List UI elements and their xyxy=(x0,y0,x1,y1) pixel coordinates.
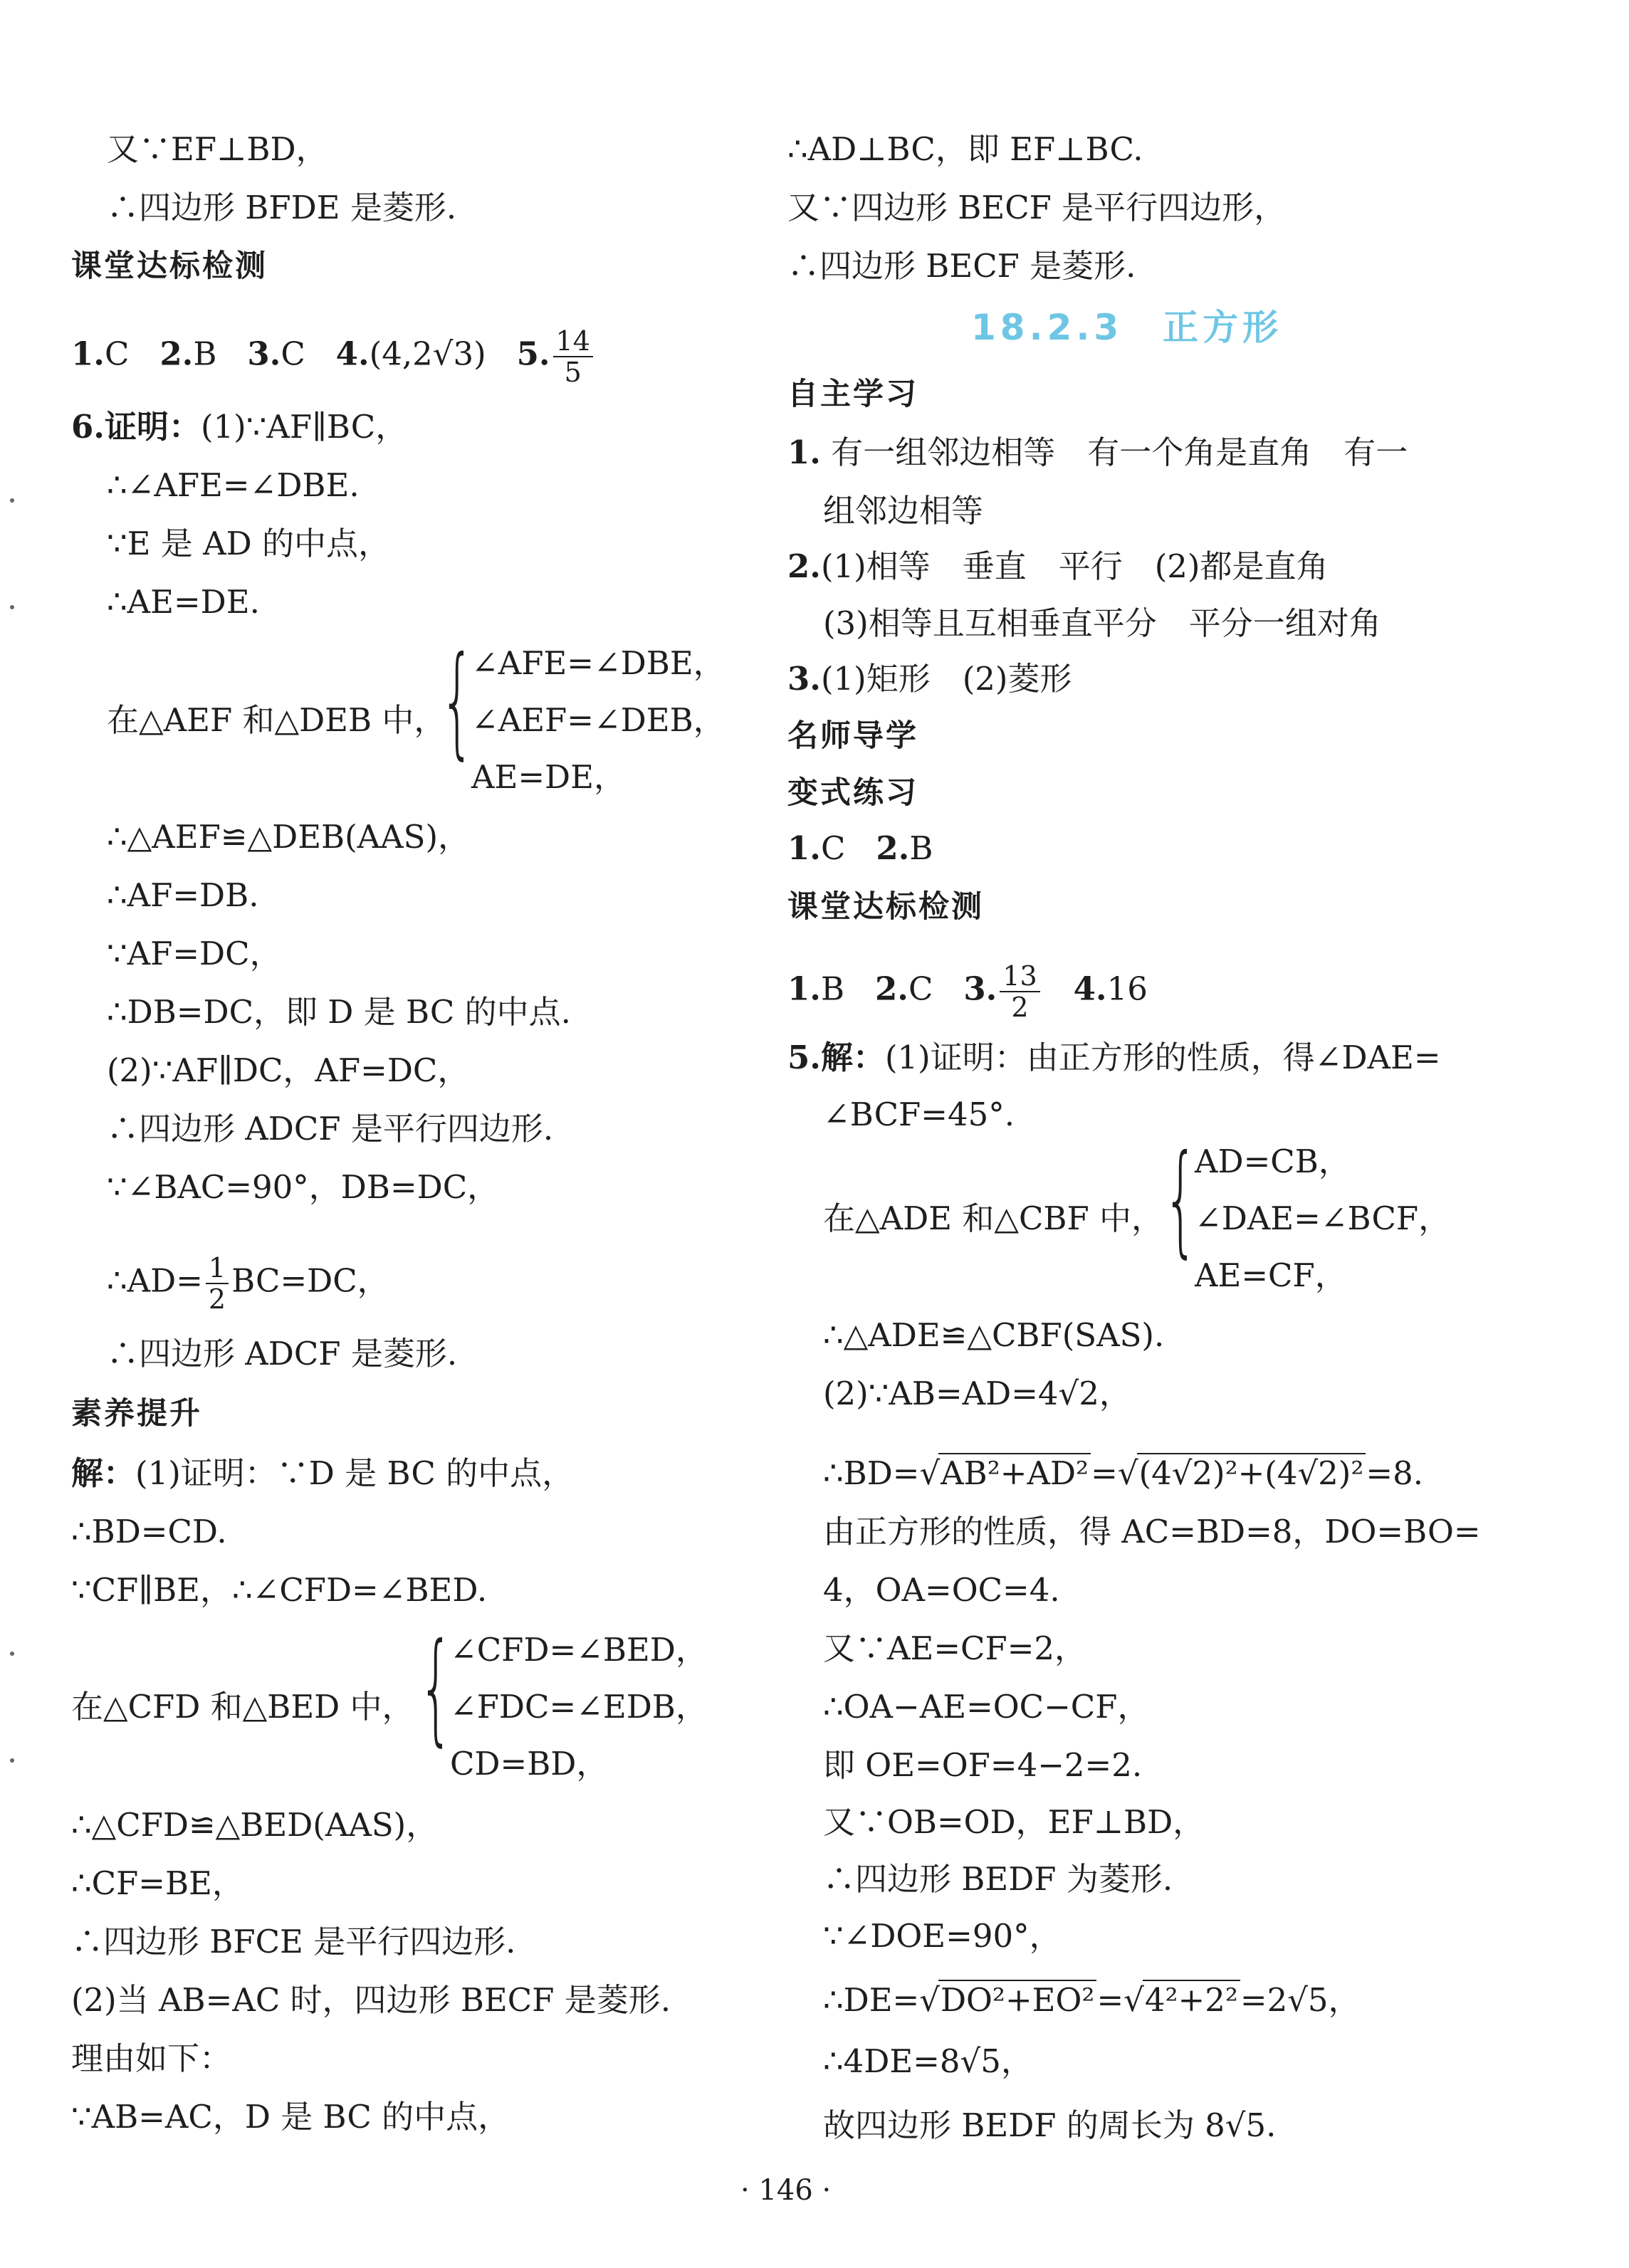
text-line: 又∵OB=OD，EF⊥BD， xyxy=(823,1803,1205,1841)
text-line: 又∵AE=CF=2， xyxy=(823,1629,1087,1667)
text-line: ∴AD⊥BC，即 EF⊥BC. xyxy=(787,130,1143,168)
text-line: ∴四边形 BFDE 是菱形. xyxy=(107,189,457,226)
text-line: ∴△CFD≌△BED(AAS)， xyxy=(71,1806,439,1844)
text-line: ∴四边形 BEDF 为菱形. xyxy=(823,1860,1173,1898)
section-title: 18.2.3 正方形 xyxy=(971,307,1283,348)
bullet-icon: · xyxy=(740,2174,750,2207)
text-line: 又∵EF⊥BD， xyxy=(107,130,328,168)
text-line: ∴四边形 ADCF 是菱形. xyxy=(107,1335,458,1372)
answer-item: 2.(1)相等 垂直 平行 (2)都是直角 xyxy=(787,547,1329,585)
text-line: ∴BD=CD. xyxy=(71,1513,227,1550)
text-line: ∵AB=AC，D 是 BC 的中点， xyxy=(71,2098,510,2136)
text-line: ∵∠DOE=90°， xyxy=(823,1917,1062,1955)
text-line: ∴DE=√DO²+EO²=√4²+2²=2√5， xyxy=(823,1981,1361,2019)
text-line: (3)相等且互相垂直平分 平分一组对角 xyxy=(823,604,1381,642)
fraction: $\frac{14}{5}$ xyxy=(553,326,593,387)
text-line: ∴四边形 ADCF 是平行四边形. xyxy=(107,1110,554,1148)
section-heading: 课堂达标检测 xyxy=(71,248,268,284)
answer-row: 1.C 2.B xyxy=(787,829,933,867)
scan-mark xyxy=(10,1652,14,1656)
text-line: 故四边形 BEDF 的周长为 8√5. xyxy=(823,2106,1277,2144)
answer-item: 1. 有一组邻边相等 有一个角是直角 有一 xyxy=(787,434,1408,471)
text-line: 4，OA=OC=4. xyxy=(823,1571,1060,1609)
text-line: ∵CF∥BE，∴∠CFD=∠BED. xyxy=(71,1571,488,1609)
solution-start: 解：(1)证明：∵D 是 BC 的中点， xyxy=(71,1454,575,1492)
text-line: ∴△AEF≌△DEB(AAS)， xyxy=(107,818,471,856)
text-line: ∴DB=DC，即 D 是 BC 的中点. xyxy=(107,993,571,1031)
section-heading: 课堂达标检测 xyxy=(787,889,984,925)
text-line: ∴AD= $\frac{1}{2}$ BC=DC， xyxy=(107,1252,389,1315)
answer-row: 1.C 2.B 3.C 4.(4,2√3) 5. $\frac{14}{5}$ xyxy=(71,326,596,387)
text-line: (2)∵AB=AD=4√2， xyxy=(823,1375,1131,1412)
text-line: 组邻边相等 xyxy=(823,492,984,530)
brace-icon: { xyxy=(1163,1129,1198,1270)
question-5: 5.解：(1)证明：由正方形的性质，得∠DAE= xyxy=(787,1039,1441,1076)
answer-item: 3.(1)矩形 (2)菱形 xyxy=(787,660,1072,698)
fraction: $\frac{1}{2}$ xyxy=(206,1253,229,1314)
brace-icon: { xyxy=(419,1617,454,1758)
text-line: ∵E 是 AD 的中点， xyxy=(107,525,390,562)
scan-mark xyxy=(10,1758,14,1763)
scan-mark xyxy=(10,605,14,609)
text-line: ∴4DE=8√5， xyxy=(823,2042,1033,2080)
section-heading: 变式练习 xyxy=(787,775,918,811)
text-line: 理由如下： xyxy=(71,2039,232,2077)
bullet-icon: · xyxy=(822,2174,832,2207)
text-line: 即 OE=OF=4−2=2. xyxy=(823,1746,1143,1784)
text-line: ∴四边形 BFCE 是平行四边形. xyxy=(71,1923,516,1960)
fraction: $\frac{13}{2}$ xyxy=(1000,961,1039,1022)
text-line: ∵∠BAC=90°，DB=DC， xyxy=(107,1168,500,1206)
section-heading: 名师导学 xyxy=(787,718,918,754)
text-line: ∴BD=√AB²+AD²=√(4√2)²+(4√2)²=8. xyxy=(823,1454,1424,1492)
section-heading: 素养提升 xyxy=(71,1396,202,1432)
page-number: · 146 · xyxy=(740,2174,832,2207)
text-line: ∴四边形 BECF 是菱形. xyxy=(787,247,1136,285)
text-line: ∴AE=DE. xyxy=(107,583,260,621)
text-line: ∴△ADE≌△CBF(SAS). xyxy=(823,1316,1165,1354)
question-6: 6.证明：(1)∵AF∥BC， xyxy=(71,408,408,446)
answer-row: 1.B 2.C 3. $\frac{13}{2}$ 4.16 xyxy=(787,960,1148,1023)
text-line: ∵AF=DC， xyxy=(107,935,282,972)
text-line: ∴∠AFE=∠DBE. xyxy=(107,466,360,504)
text-line: (2)当 AB=AC 时，四边形 BECF 是菱形. xyxy=(71,1981,671,2019)
text-line: (2)∵AF∥DC，AF=DC， xyxy=(107,1051,470,1089)
scan-mark xyxy=(10,498,14,503)
text-line: ∴CF=BE， xyxy=(71,1864,244,1902)
section-heading: 自主学习 xyxy=(787,377,918,412)
text-line: 又∵四边形 BECF 是平行四边形， xyxy=(787,189,1287,226)
text-line: 由正方形的性质，得 AC=BD=8，DO=BO= xyxy=(823,1513,1481,1550)
text-line: ∠BCF=45°. xyxy=(823,1096,1015,1133)
brace-icon: { xyxy=(440,631,475,772)
text-line: ∴OA−AE=OC−CF， xyxy=(823,1688,1150,1726)
text-line: ∴AF=DB. xyxy=(107,876,259,914)
